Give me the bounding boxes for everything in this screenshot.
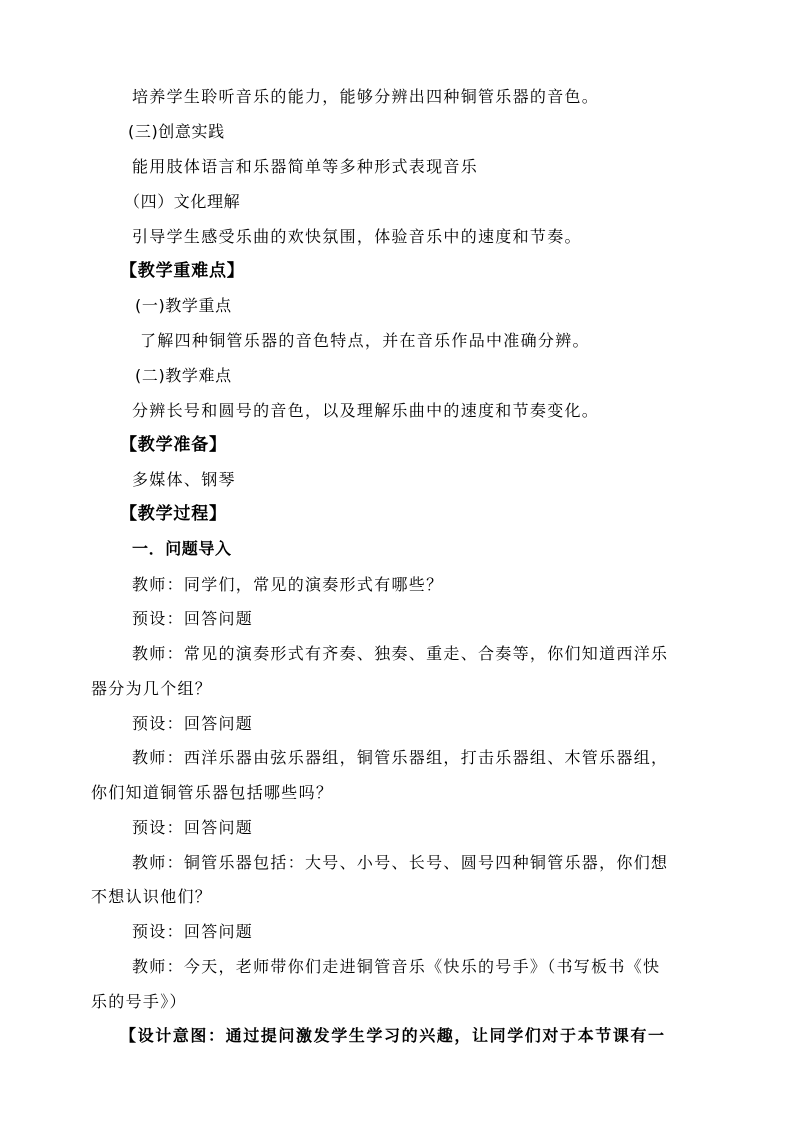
- section-cultural-understanding-heading: （四）文化理解: [124, 192, 241, 211]
- teaching-difficulty-text: 分辨长号和圆号的音色，以及理解乐曲中的速度和节奏变化。: [132, 401, 600, 420]
- teaching-key-point-text: 了解四种铜管乐器的音色特点，并在音乐作品中准确分辨。: [140, 331, 590, 350]
- objective-listening-text: 培养学生聆听音乐的能力，能够分辨出四种铜管乐器的音色。: [132, 87, 600, 106]
- dialogue-line-continued: 不想认识他们？: [91, 887, 213, 906]
- dialogue-line-continued: 你们知道铜管乐器包括哪些吗？: [91, 783, 334, 802]
- dialogue-line: 预设：回答问题: [132, 714, 254, 733]
- creative-practice-text: 能用肢体语言和乐器简单等多种形式表现音乐: [132, 157, 479, 176]
- dialogue-line: 预设：回答问题: [132, 922, 254, 941]
- section-creative-practice-heading: (三)创意实践: [128, 122, 225, 141]
- dialogue-line: 教师：常见的演奏形式有齐奏、独奏、重走、合奏等，你们知道西洋乐: [132, 644, 669, 663]
- dialogue-line-continued: 器分为几个组？: [91, 679, 213, 698]
- dialogue-line-continued: 乐的号手》）: [91, 992, 187, 1011]
- dialogue-line: 预设：回答问题: [132, 609, 254, 628]
- question-intro-heading: 一．问题导入: [132, 539, 232, 558]
- teaching-preparation-heading: 【教学准备】: [120, 435, 227, 455]
- dialogue-line: 教师：西洋乐器由弦乐器组，铜管乐器组，打击乐器组、木管乐器组，: [132, 748, 669, 767]
- dialogue-line: 教师：同学们，常见的演奏形式有哪些？: [132, 575, 444, 594]
- cultural-understanding-text: 引导学生感受乐曲的欢快氛围，体验音乐中的速度和节奏。: [132, 227, 582, 246]
- dialogue-line: 预设：回答问题: [132, 818, 254, 837]
- key-difficult-points-heading: 【教学重难点】: [120, 261, 245, 281]
- teaching-difficulty-heading: (二)教学难点: [135, 366, 232, 385]
- teaching-preparation-text: 多媒体、钢琴: [132, 470, 236, 489]
- dialogue-line: 教师：今天，老师带你们走进铜管音乐《快乐的号手》（书写板书《快: [132, 957, 661, 976]
- dialogue-line: 教师：铜管乐器包括：大号、小号、长号、圆号四种铜管乐器，你们想: [132, 853, 669, 872]
- teaching-process-heading: 【教学过程】: [120, 504, 227, 524]
- design-intent-text: 【设计意图：通过提问激发学生学习的兴趣，让同学们对于本节课有一: [120, 1026, 666, 1045]
- teaching-key-point-heading: (一)教学重点: [135, 296, 232, 315]
